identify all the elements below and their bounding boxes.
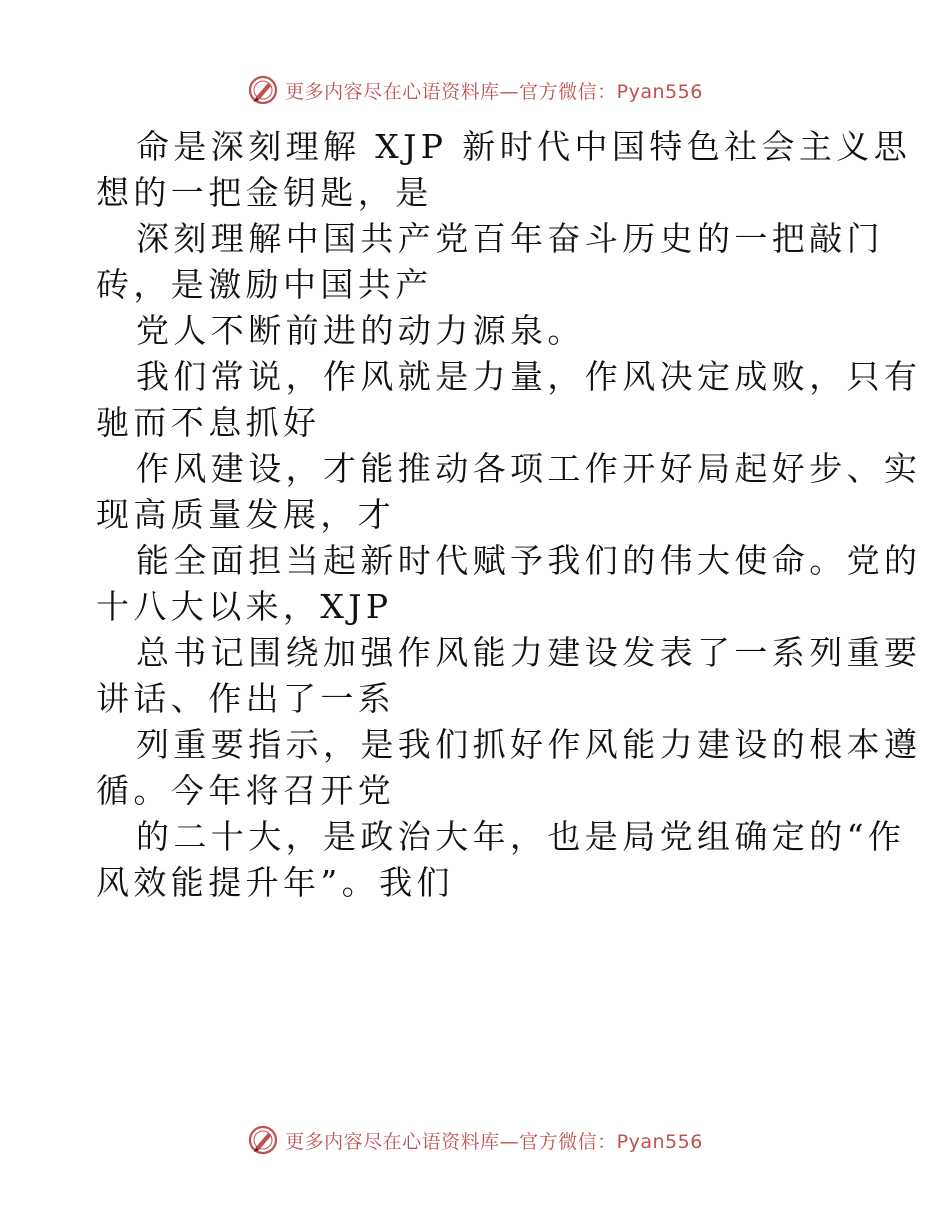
paragraph-line: 党人不断前进的动力源泉。 <box>136 311 585 350</box>
document-body <box>96 124 922 906</box>
paragraph-line: 的二十大，是政治大年，也是局党组确定的“作 <box>136 817 906 856</box>
paragraph-line: 循。今年将召开党 <box>96 771 396 810</box>
paragraph-line: 讲话、作出了一系 <box>96 679 396 718</box>
paragraph-line: 总书记围绕加强作风能力建设发表了一系列重要 <box>136 633 922 672</box>
paragraph-line: 列重要指示，是我们抓好作风能力建设的根本遵 <box>136 725 922 764</box>
paragraph-line: 砖，是激励中国共产 <box>96 265 433 304</box>
pen-seal-icon <box>247 1124 279 1156</box>
pen-seal-icon <box>247 74 279 106</box>
paragraph-line: 能全面担当起新时代赋予我们的伟大使命。党的 <box>136 541 922 580</box>
page-header-watermark <box>0 70 950 110</box>
header-brand-text: 更多内容尽在心语资料库—官方微信：Pyan556 <box>285 80 703 103</box>
paragraph-line: 十八大以来，XJP <box>96 587 393 626</box>
paragraph-line: 驰而不息抓好 <box>96 403 321 442</box>
paragraph-line: 想的一把金钥匙，是 <box>96 173 433 212</box>
paragraph-line: 现高质量发展，才 <box>96 495 396 534</box>
paragraph-line: 命是深刻理解 XJP 新时代中国特色社会主义思 <box>136 127 912 166</box>
paragraph-line: 作风建设，才能推动各项工作开好局起好步、实 <box>136 449 922 488</box>
paragraph-line: 深刻理解中国共产党百年奋斗历史的一把敲门 <box>136 219 884 258</box>
page-footer-watermark <box>0 1120 950 1160</box>
paragraph-line: 风效能提升年”。我们 <box>96 863 454 902</box>
paragraph-line: 我们常说，作风就是力量，作风决定成败，只有 <box>136 357 922 396</box>
footer-brand-text: 更多内容尽在心语资料库—官方微信：Pyan556 <box>285 1130 703 1153</box>
